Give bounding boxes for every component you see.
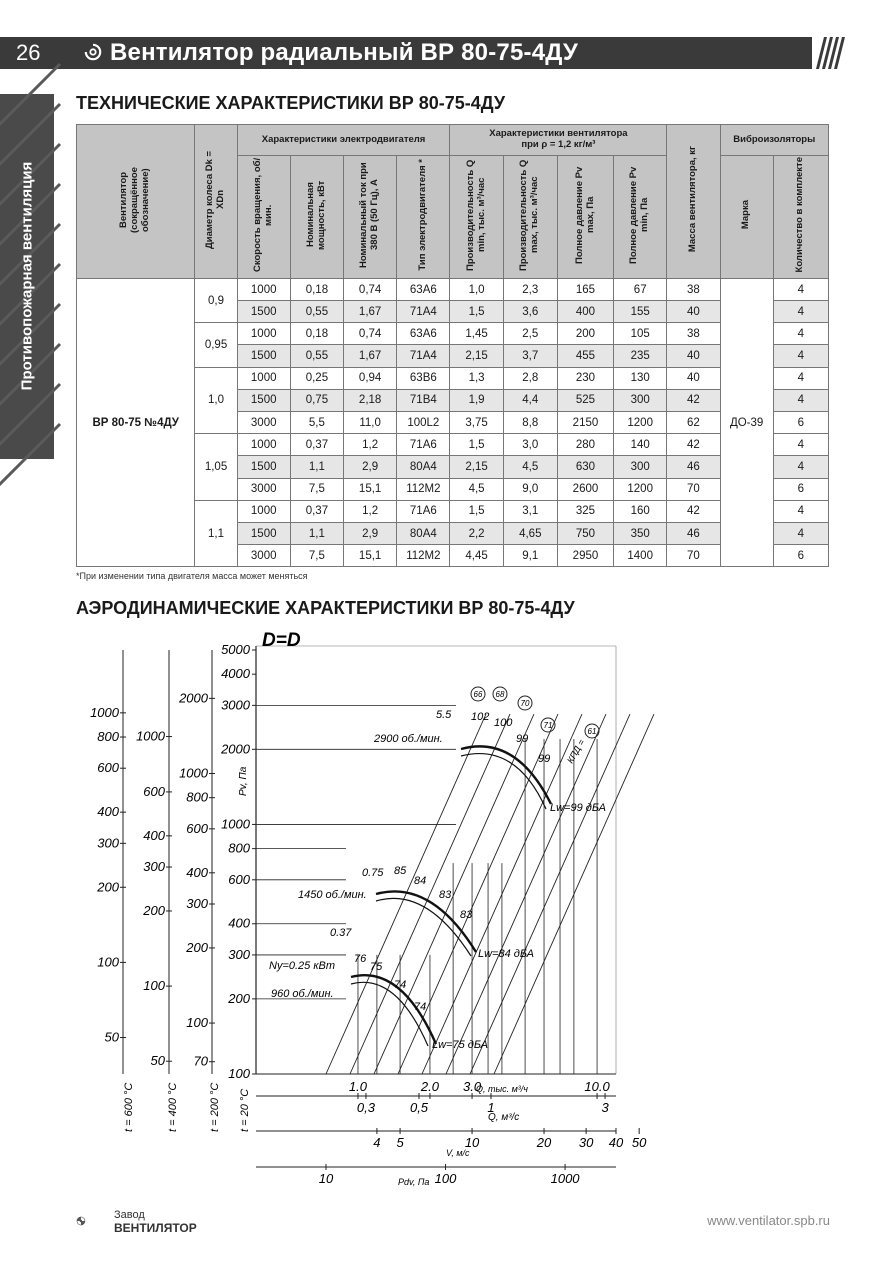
tick-label: 30: [578, 1135, 594, 1150]
table-cell: 350: [614, 522, 667, 544]
col-diameter-header: Диаметр колеса Dk = XDn: [195, 125, 237, 279]
table-cell: 80А4: [397, 522, 450, 544]
dd-label: D=D: [262, 630, 301, 651]
table-cell: 1500: [237, 301, 290, 323]
lw-99-label: Lw=99 дБА: [550, 802, 606, 814]
table-cell: 2,9: [344, 522, 397, 544]
tick-label: 10: [318, 1171, 334, 1186]
table-cell: 2,15: [450, 456, 503, 478]
table-cell: 112М2: [397, 545, 450, 567]
table-cell: 140: [614, 434, 667, 456]
table-cell: 0,18: [290, 323, 343, 345]
tick-label: 400: [97, 804, 119, 820]
table-cell: 4: [773, 522, 828, 544]
lw-75-label: Lw=75 дБА: [432, 1039, 488, 1051]
pv-tick-label: 1000: [221, 816, 250, 832]
table-cell: 63В6: [397, 367, 450, 389]
table-cell: 70: [667, 545, 720, 567]
table-cell: 1,67: [344, 301, 397, 323]
table-cell: 1500: [237, 389, 290, 411]
table-cell: 3,75: [450, 412, 503, 434]
pv-tick-label: 3000: [221, 697, 250, 713]
system-line: [398, 714, 558, 1074]
col-speed-header: Скорость вращения, об/мин.: [237, 156, 290, 279]
table-cell: 1000: [237, 323, 290, 345]
table-cell: 15,1: [344, 545, 397, 567]
table-cell: 230: [557, 367, 613, 389]
eff-label: 75: [370, 961, 383, 973]
table-cell: 400: [557, 301, 613, 323]
table-cell: 7,5: [290, 545, 343, 567]
table-cell: 4,5: [450, 478, 503, 500]
temp-label: t = 20 °C: [239, 1088, 251, 1132]
diameter-cell: 1,05: [195, 434, 237, 501]
table-cell: 300: [614, 456, 667, 478]
table-cell: 15,1: [344, 478, 397, 500]
table-cell: 3,1: [503, 500, 557, 522]
table-cell: 280: [557, 434, 613, 456]
diameter-cell: 0,9: [195, 278, 237, 322]
pv-tick-label: 2000: [221, 741, 250, 757]
table-cell: 5,5: [290, 412, 343, 434]
table-cell: 4,45: [450, 545, 503, 567]
table-cell: 0,37: [290, 500, 343, 522]
tick-label: 1.0: [348, 1079, 368, 1094]
rpm-1450-label: 1450 об./мин.: [298, 889, 367, 901]
tick-label: 800: [97, 729, 119, 745]
eff-circle: 70: [520, 699, 530, 708]
table-cell: 2150: [557, 412, 613, 434]
eff-circle: 71: [543, 721, 553, 730]
tick-label: 4: [373, 1135, 381, 1150]
system-line: [374, 714, 534, 1074]
website-url: www.ventilator.spb.ru: [707, 1213, 830, 1228]
tick-label: 1000: [550, 1171, 580, 1186]
table-cell: 71А6: [397, 434, 450, 456]
pv-tick-label: 600: [228, 871, 250, 887]
table-cell: 160: [614, 500, 667, 522]
table-cell: 0,75: [290, 389, 343, 411]
table-cell: 71А4: [397, 345, 450, 367]
table-cell: 1400: [614, 545, 667, 567]
table-cell: 155: [614, 301, 667, 323]
eff-label: 83: [460, 909, 473, 921]
table-cell: 0,18: [290, 278, 343, 300]
tick-label: 10.0: [584, 1079, 610, 1094]
table-cell: 6: [773, 545, 828, 567]
table-cell: 1,67: [344, 345, 397, 367]
table-cell: 1000: [237, 278, 290, 300]
curve-1450-a: [376, 891, 476, 952]
table-cell: 1500: [237, 456, 290, 478]
tick-label: 600: [186, 820, 208, 836]
company-name-1: Завод: [114, 1209, 145, 1221]
table-cell: 4: [773, 500, 828, 522]
eff-label: 76: [354, 953, 367, 965]
table-cell: 6: [773, 412, 828, 434]
temp-label: t = 600 °C: [123, 1082, 135, 1132]
table-cell: 105: [614, 323, 667, 345]
table-cell: 63А6: [397, 278, 450, 300]
table-cell: 1,2: [344, 434, 397, 456]
vibro-brand-cell: ДО-39: [720, 278, 773, 566]
power-label-2: 0.75: [362, 867, 384, 879]
curve-2900-b: [461, 754, 546, 809]
v-axis-label: V, м/с: [446, 1148, 470, 1158]
col-type-header: Тип электродвигателя *: [397, 156, 450, 279]
header-stripes: [806, 37, 846, 69]
eff-label: 84: [414, 875, 427, 887]
tick-label: 3: [601, 1100, 609, 1115]
table-cell: 0,55: [290, 301, 343, 323]
table-cell: 1500: [237, 345, 290, 367]
page-header: [0, 37, 893, 69]
table-cell: 71А4: [397, 301, 450, 323]
table-cell: 630: [557, 456, 613, 478]
table-cell: 1500: [237, 522, 290, 544]
eff-label: 99: [516, 733, 529, 745]
temp-label: t = 400 °C: [167, 1082, 179, 1132]
table-cell: 67: [614, 278, 667, 300]
table-cell: 11,0: [344, 412, 397, 434]
ny-label: Ny=0.25 кВт: [269, 960, 336, 972]
col-current-header: Номинальный ток при 380 В (50 Гц), А: [344, 156, 397, 279]
table-cell: 4: [773, 389, 828, 411]
tick-label: 200: [97, 879, 119, 895]
tick-label: 1000: [179, 765, 208, 781]
table-cell: 46: [667, 522, 720, 544]
table-cell: 750: [557, 522, 613, 544]
table-cell: 200: [557, 323, 613, 345]
table-cell: 3,6: [503, 301, 557, 323]
tick-label: 70: [193, 1053, 208, 1069]
table-cell: 71В4: [397, 389, 450, 411]
table-cell: 40: [667, 301, 720, 323]
table-cell: 300: [614, 389, 667, 411]
table-cell: 2,5: [503, 323, 557, 345]
table-cell: 4: [773, 278, 828, 300]
table-cell: 0,74: [344, 323, 397, 345]
fan-group-header: Характеристики вентилятора при ρ = 1,2 кг/м³: [450, 125, 667, 156]
q2-axis-label: Q, м³/с: [488, 1112, 520, 1123]
col-brand-header: Марка: [720, 156, 773, 279]
tick-label: 50: [150, 1053, 165, 1069]
table-cell: 42: [667, 500, 720, 522]
table-cell: 3,0: [503, 434, 557, 456]
table-cell: 455: [557, 345, 613, 367]
table-cell: 4,5: [503, 456, 557, 478]
table-cell: 2950: [557, 545, 613, 567]
table-cell: 235: [614, 345, 667, 367]
table-cell: 2,18: [344, 389, 397, 411]
eff-label: 102: [471, 711, 490, 723]
table-cell: 4: [773, 301, 828, 323]
tick-label: 0,5: [409, 1100, 429, 1115]
table-cell: 2,8: [503, 367, 557, 389]
table-cell: 4: [773, 434, 828, 456]
col-qty-header: Количество в комплекте: [773, 156, 828, 279]
diameter-cell: 1,1: [195, 500, 237, 567]
aero-section-title: АЭРОДИНАМИЧЕСКИЕ ХАРАКТЕРИСТИКИ ВР 80-75-4ДУ: [76, 598, 575, 618]
col-qmax-header: Производительность Q max, тыс. м³/час: [503, 156, 557, 279]
tick-label: 200: [186, 939, 208, 955]
table-cell: 3000: [237, 478, 290, 500]
table-cell: 0,74: [344, 278, 397, 300]
tick-label: 300: [97, 835, 119, 851]
diameter-cell: 1,0: [195, 367, 237, 434]
table-cell: 71А6: [397, 500, 450, 522]
pv-tick-label: 400: [228, 915, 250, 931]
tick-label: 1000: [90, 704, 119, 720]
tick-label: 100: [143, 978, 165, 994]
pv-tick-label: 800: [228, 840, 250, 856]
table-cell: 7,5: [290, 478, 343, 500]
table-cell: 0,94: [344, 367, 397, 389]
eff-label: 74: [394, 979, 407, 991]
table-cell: 2,2: [450, 522, 503, 544]
tick-label: 100: [97, 954, 119, 970]
tick-label: 100: [186, 1015, 208, 1031]
col-fan-header: Вентилятор (сокращённое обозначение): [77, 125, 195, 279]
col-power-header: Номинальная мощность, кВт: [290, 156, 343, 279]
table-cell: 0,37: [290, 434, 343, 456]
table-cell: 0,25: [290, 367, 343, 389]
lw-84-label: Lw=84 дБА: [478, 948, 534, 960]
table-cell: 4,65: [503, 522, 557, 544]
rpm-2900-label: 2900 об./мин.: [374, 733, 443, 745]
table-cell: 1000: [237, 500, 290, 522]
page-number: 26: [16, 40, 41, 65]
temp-label: t = 200 °C: [209, 1082, 221, 1132]
table-cell: 70: [667, 478, 720, 500]
table-cell: 1,45: [450, 323, 503, 345]
table-cell: 1,3: [450, 367, 503, 389]
pv-axis-label: Pv, Па: [238, 766, 249, 796]
aero-chart: [76, 630, 647, 1194]
table-cell: 4,4: [503, 389, 557, 411]
table-cell: 1000: [237, 367, 290, 389]
table-cell: 1,5: [450, 500, 503, 522]
table-cell: 2,3: [503, 278, 557, 300]
table-cell: 8,8: [503, 412, 557, 434]
tech-table: [76, 124, 829, 567]
tick-label: 600: [97, 760, 119, 776]
page-title: Вентилятор радиальный ВР 80-75-4ДУ: [110, 39, 578, 66]
diameter-cell: 0,95: [195, 323, 237, 367]
q1-axis-label: Q, тыс. м³/ч: [476, 1084, 528, 1094]
eff-label: 100: [494, 717, 513, 729]
table-cell: 325: [557, 500, 613, 522]
tick-label: 0,3: [356, 1100, 376, 1115]
fan-name-cell: ВР 80-75 №4ДУ: [77, 278, 195, 566]
eff-label: 74: [414, 1001, 427, 1013]
table-cell: 0,55: [290, 345, 343, 367]
table-cell: 42: [667, 434, 720, 456]
table-cell: 80А4: [397, 456, 450, 478]
table-cell: 165: [557, 278, 613, 300]
table-cell: 1,1: [290, 456, 343, 478]
tick-label: 400: [186, 864, 208, 880]
tick-label: 800: [186, 789, 208, 805]
col-mass-header: Масса вентилятора, кг: [667, 125, 720, 279]
fan-logo-icon: [84, 43, 102, 61]
col-pvmin-header: Полное давление Pv min, Па: [614, 156, 667, 279]
power-label-1: 5.5: [436, 709, 452, 721]
table-cell: 112М2: [397, 478, 450, 500]
tick-label: 100: [434, 1171, 457, 1186]
pv-tick-label: 300: [228, 946, 250, 962]
table-footnote: *При изменении типа двигателя масса может меняться: [76, 571, 308, 581]
table-cell: 100L2: [397, 412, 450, 434]
pv-tick-label: 4000: [221, 666, 250, 682]
eff-label: 99: [538, 753, 551, 765]
table-cell: 1200: [614, 412, 667, 434]
table-cell: 4: [773, 367, 828, 389]
table-cell: 130: [614, 367, 667, 389]
tick-label: 5: [396, 1135, 404, 1150]
tick-label: 400: [143, 827, 165, 843]
table-cell: 4: [773, 323, 828, 345]
table-cell: 62: [667, 412, 720, 434]
table-cell: 2600: [557, 478, 613, 500]
table-cell: 40: [667, 367, 720, 389]
table-cell: 1,9: [450, 389, 503, 411]
tick-label: 40: [608, 1135, 624, 1150]
pv-tick-label: 200: [228, 990, 250, 1006]
pv-tick-label: 5000: [221, 642, 250, 657]
table-cell: 525: [557, 389, 613, 411]
table-cell: 46: [667, 456, 720, 478]
tick-label: 300: [143, 859, 165, 875]
table-cell: 1200: [614, 478, 667, 500]
table-cell: 3000: [237, 412, 290, 434]
power-label-3: 0.37: [330, 927, 352, 939]
tech-section-title: ТЕХНИЧЕСКИЕ ХАРАКТЕРИСТИКИ ВР 80-75-4ДУ: [76, 93, 506, 113]
eff-circle: 61: [587, 727, 597, 736]
company-name-2: ВЕНТИЛЯТОР: [114, 1221, 197, 1235]
table-cell: 1,2: [344, 500, 397, 522]
col-pvmax-header: Полное давление Pv max, Па: [557, 156, 613, 279]
table-row: [77, 278, 829, 300]
table-cell: 6: [773, 478, 828, 500]
table-cell: 38: [667, 323, 720, 345]
tick-label: 600: [143, 783, 165, 799]
motor-group-header: Характеристики электродвигателя: [237, 125, 450, 156]
tick-label: 200: [143, 902, 165, 918]
table-cell: 4: [773, 456, 828, 478]
tick-label: 300: [186, 895, 208, 911]
eff-label: 85: [394, 865, 407, 877]
table-cell: 1,0: [450, 278, 503, 300]
table-cell: 40: [667, 345, 720, 367]
table-cell: 3000: [237, 545, 290, 567]
tick-label: 2.0: [420, 1079, 439, 1094]
eff-circle: 68: [495, 690, 505, 699]
eff-label: 83: [439, 889, 452, 901]
tick-label: 1: [487, 1100, 495, 1115]
table-cell: 2,9: [344, 456, 397, 478]
pdv-axis-label: Pdv, Па: [398, 1177, 430, 1187]
table-cell: 42: [667, 389, 720, 411]
tick-label: 1000: [136, 728, 165, 744]
tick-label: 10: [464, 1135, 480, 1150]
table-cell: 63А6: [397, 323, 450, 345]
system-line: [470, 714, 630, 1074]
table-cell: 38: [667, 278, 720, 300]
tick-label: 50: [104, 1029, 119, 1045]
table-cell: 9,1: [503, 545, 557, 567]
section-title: Противопожарная вентиляция: [18, 161, 36, 391]
table-cell: 9,0: [503, 478, 557, 500]
table-cell: 1,5: [450, 301, 503, 323]
tick-label: 2000: [179, 690, 208, 706]
col-qmin-header: Производительность Q min, тыс. м³/час: [450, 156, 503, 279]
table-cell: 2,15: [450, 345, 503, 367]
table-cell: 1,1: [290, 522, 343, 544]
rpm-960-label: 960 об./мин.: [271, 988, 334, 1000]
table-cell: 1000: [237, 434, 290, 456]
pv-tick-label: 100: [228, 1066, 250, 1081]
company-logo-icon: [76, 1205, 110, 1237]
eff-circle: 66: [473, 690, 483, 699]
section-tab: [0, 94, 54, 459]
tick-label: 50: [631, 1135, 647, 1150]
table-cell: 3,7: [503, 345, 557, 367]
tick-label: 3.0: [463, 1079, 482, 1094]
tick-label: 20: [536, 1135, 552, 1150]
kpd-label: КПД =: [565, 737, 587, 765]
table-cell: 4: [773, 345, 828, 367]
vibro-group-header: Виброизоляторы: [720, 125, 828, 156]
table-cell: 1,5: [450, 434, 503, 456]
